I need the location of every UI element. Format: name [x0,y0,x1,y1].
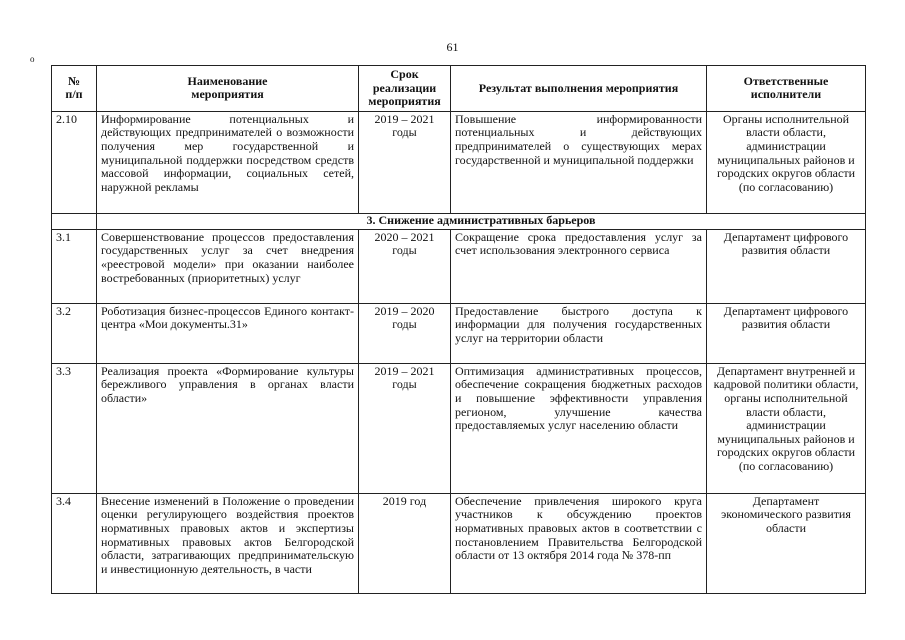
row-name: Внесение изменений в Положение о проведении оценки регулирующего воздействия проектов нормативных правовых актов и экспертизы нормативных правовых актов Белгородской области, затрагивающих предпринимательскую и инвестиционную деятельность, в части [97,493,359,593]
row-responsible: Департамент цифрового развития области [707,303,866,363]
table-row [52,493,866,593]
row-term: 2019 – 2021 годы [359,363,451,493]
row-num: 3.1 [52,229,97,303]
table-row [52,363,866,493]
section-row [52,213,866,229]
row-responsible: Органы исполнительной власти области, администрации муниципальных районов и городских округов области (по согласованию) [707,111,866,213]
row-responsible: Департамент внутренней и кадровой политики области, органы исполнительной власти области, администрации муниципальных районов и городских округов области (по согласованию) [707,363,866,493]
row-result: Обеспечение привлечения широкого круга участников к обсуждению проектов нормативных правовых актов в соответствии с постановлением Правительства Белгородской области от 13 октября 2014 года № 378-пп [451,493,707,593]
table-row [52,229,866,303]
row-name: Реализация проекта «Формирование культуры бережливого управления в органах власти области» [97,363,359,493]
row-result: Сокращение срока предоставления услуг за счет использования электронного сервиса [451,229,707,303]
page-number: 61 [446,40,459,54]
row-result: Повышение информированности потенциальных и действующих предпринимателей о существующих мерах государственной и муниципальной поддержки [451,111,707,213]
row-term: 2019 год [359,493,451,593]
row-result: Предоставление быстрого доступа к информации для получения государственных услуг на территории области [451,303,707,363]
row-num: 3.4 [52,493,97,593]
table-row [52,303,866,363]
row-term: 2020 – 2021 годы [359,229,451,303]
header-term: Срок реализации мероприятия [359,66,451,112]
row-result: Оптимизация административных процессов, обеспечение сокращения бюджетных расходов и повышение эффективности управления регионом, улучшение качества предоставляемых услуг населению области [451,363,707,493]
row-term: 2019 – 2021 годы [359,111,451,213]
row-responsible: Департамент цифрового развития области [707,229,866,303]
corner-mark: о [30,54,35,64]
row-name: Роботизация бизнес-процессов Единого контакт-центра «Мои документы.31» [97,303,359,363]
header-result: Результат выполнения мероприятия [451,66,707,112]
header-num: № п/п [52,66,97,112]
table-header-row [52,66,866,112]
row-num: 2.10 [52,111,97,213]
row-name: Информирование потенциальных и действующих предпринимателей о возможности получения мер государственной и муниципальной поддержки посредством средств массовой информации, социальных сетей, наружной рекламы [97,111,359,213]
row-num: 3.2 [52,303,97,363]
row-num: 3.3 [52,363,97,493]
section-num-cell [52,213,97,229]
header-responsible: Ответственные исполнители [707,66,866,112]
row-responsible: Департамент экономического развития области [707,493,866,593]
measures-table [51,65,866,594]
section-title: 3. Снижение административных барьеров [97,213,866,229]
row-term: 2019 – 2020 годы [359,303,451,363]
table-row [52,111,866,213]
header-name: Наименование мероприятия [97,66,359,112]
row-name: Совершенствование процессов предоставления государственных услуг за счет внедрения «реестровой модели» при оказании наиболее востребованных (приоритетных) услуг [97,229,359,303]
